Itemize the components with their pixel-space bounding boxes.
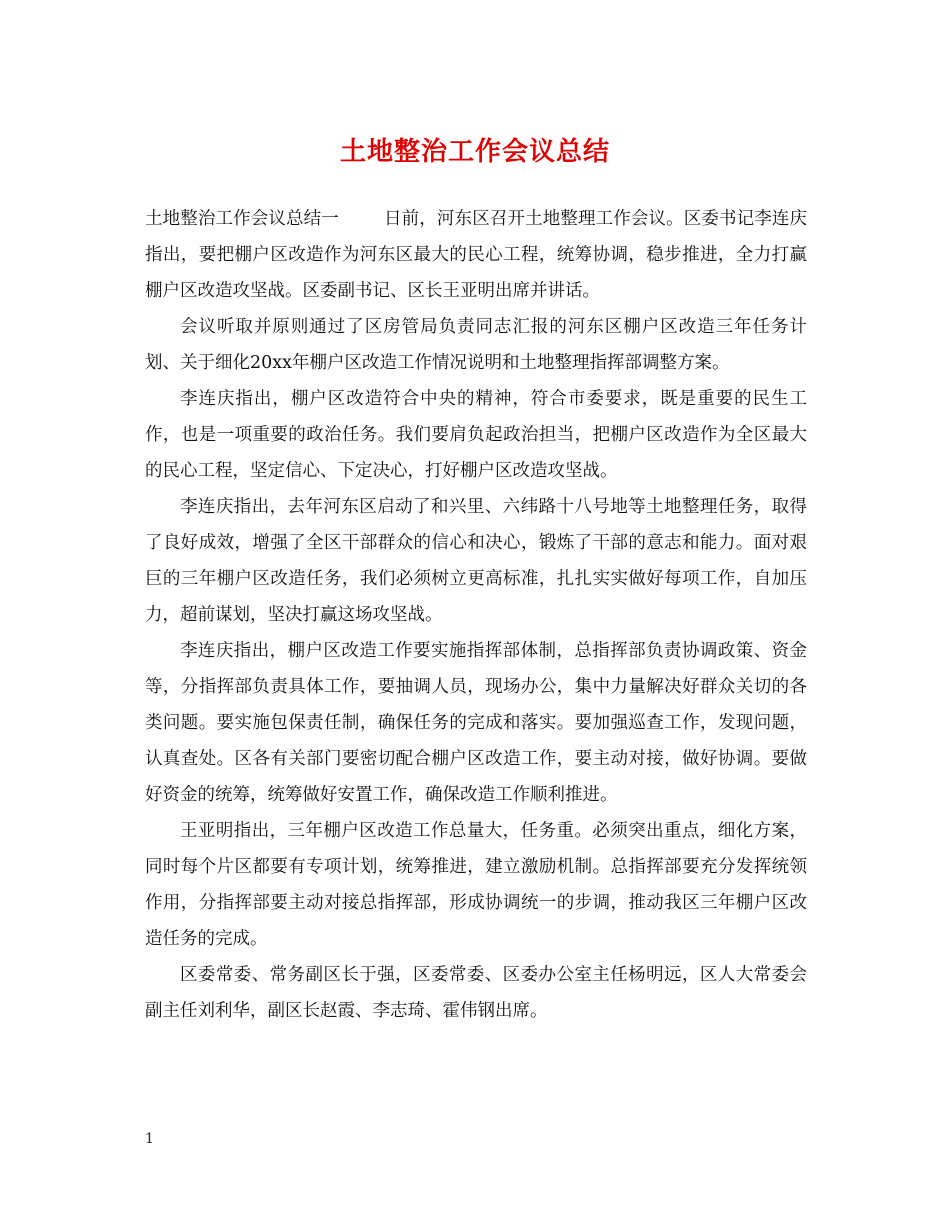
document-body <box>145 201 807 1029</box>
paragraph-4: 李连庆指出，棚户区改造工作要实施指挥部体制，总指挥部负责协调政策、资金等，分指挥部负责具体工作，要抽调人员，现场办公，集中力量解决好群众关切的各类问题。要实施包保责任制，确保任务的完成和落实。要加强巡查工作，发现问题，认真查处。区各有关部门要密切配合棚户区改造工作，要主动对接，做好协调。要做好资金的统筹，统筹做好安置工作，确保改造工作顺利推进。 <box>145 641 807 805</box>
paragraph-3: 李连庆指出，去年河东区启动了和兴里、六纬路十八号地等土地整理任务，取得了良好成效，增强了全区干部群众的信心和决心，锻炼了干部的意志和能力。面对艰巨的三年棚户区改造任务，我们必须树立更高标准，扎扎实实做好每项工作，自加压力，超前谋划，坚决打赢这场攻坚战。 <box>145 497 807 625</box>
lead-label: 土地整治工作会议总结一 <box>145 209 339 229</box>
lead-paragraph <box>145 201 807 309</box>
paragraph-2: 李连庆指出，棚户区改造符合中央的精神，符合市委要求，既是重要的民生工作，也是一项重要的政治任务。我们要肩负起政治担当，把棚户区改造作为全区最大的民心工程，坚定信心、下定决心，打好棚户区改造攻坚战。 <box>145 389 807 481</box>
page-number: 1 <box>145 1131 154 1147</box>
paragraph-1: 会议听取并原则通过了区房管局负责同志汇报的河东区棚户区改造三年任务计划、关于细化20xx年棚户区改造工作情况说明和土地整理指挥部调整方案。 <box>145 317 807 373</box>
lead-text: 日前，河东区召开土地整理工作会议。区委书记李连庆指出，要把棚户区改造作为河东区最大的民心工程，统筹协调，稳步推进，全力打赢棚户区改造攻坚战。区委副书记、区长王亚明出席并讲话。 <box>145 209 808 301</box>
paragraph-6: 区委常委、常务副区长于强，区委常委、区委办公室主任杨明远，区人大常委会副主任刘利华，副区长赵霞、李志琦、霍伟钢出席。 <box>145 965 807 1021</box>
document-title: 土地整治工作会议总结 <box>339 137 610 167</box>
paragraph-5: 王亚明指出，三年棚户区改造工作总量大，任务重。必须突出重点，细化方案，同时每个片区都要有专项计划，统筹推进，建立激励机制。总指挥部要充分发挥统领作用，分指挥部要主动对接总指挥部，形成协调统一的步调，推动我区三年棚户区改造任务的完成。 <box>145 821 807 949</box>
